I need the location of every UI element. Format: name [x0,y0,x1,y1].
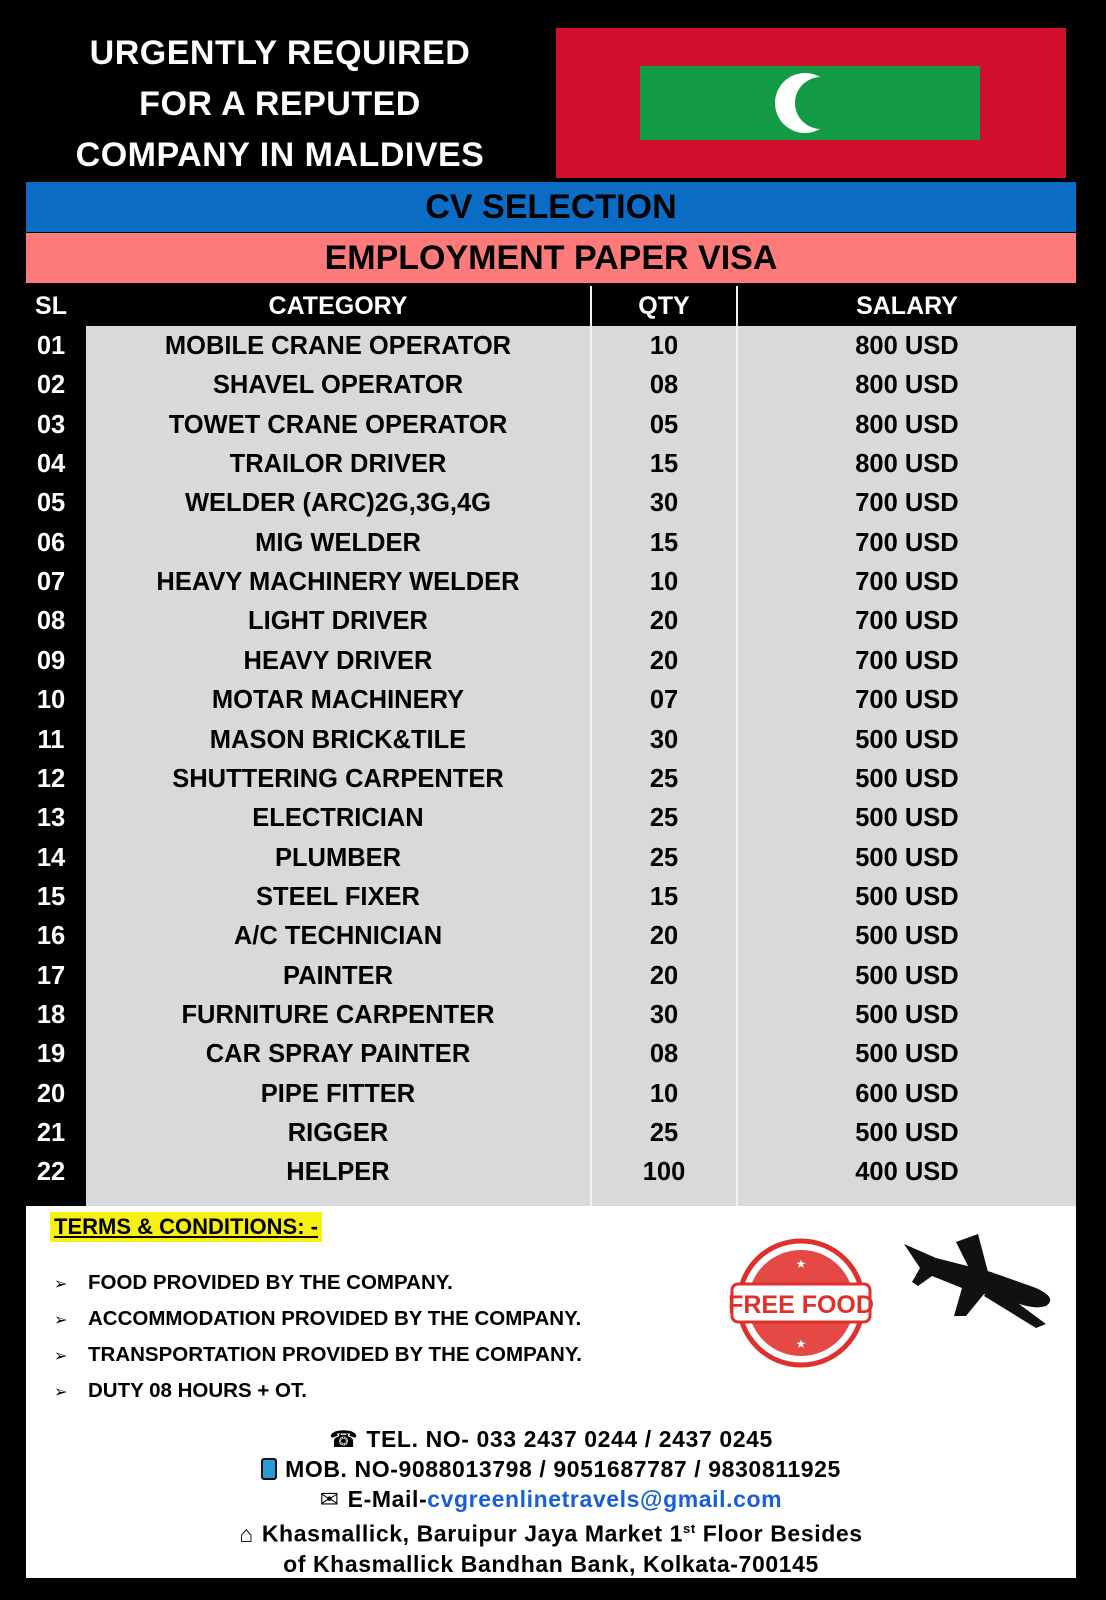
terms-item-text: TRANSPORTATION PROVIDED BY THE COMPANY. [88,1343,582,1366]
mob-text: MOB. NO-9088013798 / 9051687787 / 9830811925 [285,1456,841,1482]
row-qty: 07 [649,686,679,715]
table-row [26,759,1076,799]
row-sl: 20 [36,1079,66,1108]
header-sl: SL [35,292,67,320]
table-row [26,1152,1076,1192]
row-sl: 10 [36,686,66,715]
jobs-table [26,286,1076,1206]
white-crescent-icon [640,66,980,140]
flag-green-panel [640,66,980,140]
table-row [26,523,1076,563]
row-sl: 01 [36,332,66,360]
envelope-icon: ✉ [319,1486,340,1512]
row-qty: 05 [649,410,679,439]
row-salary: 700 USD [855,568,959,597]
row-qty: 25 [649,764,679,793]
row-qty: 100 [642,1158,686,1187]
row-qty: 25 [649,843,679,872]
row-sl: 16 [36,922,66,951]
tel-line [26,1424,1076,1454]
row-salary: 700 USD [855,528,959,557]
row-sl: 22 [36,1158,66,1187]
home-icon: ⌂ [239,1520,254,1547]
row-sl: 18 [36,1000,66,1029]
row-sl: 05 [36,489,66,518]
row-sl: 08 [36,607,66,636]
row-sl: 17 [36,961,66,990]
terms-list [54,1266,582,1410]
row-category: FURNITURE CARPENTER [181,1000,495,1029]
row-salary: 500 USD [855,804,959,833]
row-salary: 700 USD [855,686,959,715]
row-qty: 20 [649,961,679,990]
email-line [26,1484,1076,1514]
row-category: STEEL FIXER [256,882,420,911]
row-qty: 15 [649,450,679,479]
row-salary: 800 USD [855,450,959,479]
table-row [26,1034,1076,1074]
table-row [26,916,1076,956]
cv-selection-band: CV SELECTION [26,182,1076,232]
address-1a: Khasmallick, Baruipur Jaya Market 1 [261,1520,683,1547]
row-category: SHUTTERING CARPENTER [172,764,504,793]
header-category: CATEGORY [268,292,408,320]
table-row [26,326,1076,366]
row-category: PLUMBER [274,843,402,872]
row-qty: 10 [649,568,679,597]
row-qty: 30 [649,725,679,754]
airplane-icon [896,1224,1066,1334]
header-qty: QTY [638,292,690,320]
row-category: SHAVEL OPERATOR [212,371,464,400]
row-sl: 11 [37,725,65,754]
row-category: A/C TECHNICIAN [233,922,443,951]
arrow-bullet-icon: ➢ [54,1348,68,1365]
row-sl: 06 [36,528,66,557]
terms-item [54,1338,582,1374]
terms-item [54,1302,582,1338]
row-sl: 12 [36,764,66,793]
terms-item-text: DUTY 08 HOURS + OT. [88,1379,307,1402]
table-row [26,1074,1076,1114]
row-category: TOWET CRANE OPERATOR [168,410,508,439]
row-sl: 02 [36,371,66,400]
row-qty: 08 [649,1040,679,1069]
arrow-bullet-icon: ➢ [54,1384,68,1401]
row-sl: 09 [36,646,66,675]
header-salary: SALARY [856,292,958,320]
row-salary: 700 USD [855,607,959,636]
row-salary: 400 USD [855,1158,959,1187]
row-category: ELECTRICIAN [252,804,424,833]
headline [20,28,540,181]
row-qty: 20 [649,646,679,675]
row-salary: 700 USD [855,646,959,675]
table-row [26,562,1076,602]
row-salary: 800 USD [855,410,959,439]
contacts [26,1424,1076,1579]
row-salary: 500 USD [855,843,959,872]
row-sl: 15 [36,882,66,911]
row-category: PIPE FITTER [260,1079,416,1108]
terms-title: TERMS & CONDITIONS: - [50,1212,322,1242]
row-sl: 13 [36,804,66,833]
address-1b: Floor Besides [695,1520,863,1547]
address-line-2: of Khasmallick Bandhan Bank, Kolkata-700145 [283,1550,819,1577]
row-sl: 03 [36,410,66,439]
table-row [26,365,1076,405]
row-qty: 30 [649,489,679,518]
row-salary: 500 USD [855,764,959,793]
row-salary: 500 USD [855,882,959,911]
row-salary: 600 USD [855,1079,959,1108]
arrow-bullet-icon: ➢ [54,1276,68,1293]
table-row [26,995,1076,1035]
row-qty: 20 [649,922,679,951]
row-salary: 500 USD [855,922,959,951]
terms-item [54,1374,582,1410]
row-qty: 25 [649,1119,679,1147]
row-category: MOBILE CRANE OPERATOR [164,332,512,360]
row-qty: 15 [649,528,679,557]
row-category: HEAVY MACHINERY WELDER [156,568,520,597]
address-sup: st [682,1521,696,1536]
row-sl: 19 [36,1040,66,1069]
row-qty: 30 [649,1000,679,1029]
row-salary: 500 USD [855,1119,959,1147]
table-row [26,956,1076,996]
row-category: MIG WELDER [255,528,421,557]
table-row [26,641,1076,681]
table-row [26,483,1076,523]
mobile-icon [261,1458,277,1480]
row-salary: 800 USD [855,332,959,360]
row-category: HEAVY DRIVER [243,646,433,675]
table-row [26,405,1076,445]
row-qty: 08 [649,371,679,400]
stamp-star-icon: ★ [795,1257,807,1271]
phone-icon: ☎ [329,1426,359,1452]
row-salary: 500 USD [855,1040,959,1069]
headline-line-1: URGENTLY REQUIRED [89,34,471,72]
terms-item-text: FOOD PROVIDED BY THE COMPANY. [88,1271,453,1294]
row-salary: 700 USD [855,489,959,518]
row-qty: 20 [649,607,679,636]
row-qty: 10 [649,332,679,360]
stamp-star-icon: ★ [795,1337,807,1351]
terms-item [54,1266,582,1302]
tel-text: TEL. NO- 033 2437 0244 / 2437 0245 [366,1426,773,1452]
row-category: MOTAR MACHINERY [211,686,465,715]
address-line-1 [26,1514,1076,1549]
table-row [26,1113,1076,1153]
row-salary: 500 USD [855,1000,959,1029]
row-category: MASON BRICK&TILE [209,725,467,754]
row-qty: 25 [649,804,679,833]
row-category: LIGHT DRIVER [248,607,428,636]
row-sl: 07 [36,568,66,597]
stamp-text: FREE FOOD [728,1291,874,1319]
free-food-stamp [726,1238,876,1368]
visa-band: EMPLOYMENT PAPER VISA [26,233,1076,283]
footer-panel [26,1206,1076,1578]
row-salary: 800 USD [855,371,959,400]
table-row [26,798,1076,838]
row-category: HELPER [286,1158,390,1187]
email-label: E-Mail- [347,1486,428,1512]
row-category: CAR SPRAY PAINTER [205,1040,471,1069]
email-link[interactable]: cvgreenlinetravels@gmail.com [427,1486,783,1512]
table-row [26,877,1076,917]
table-row [26,680,1076,720]
terms-item-text: ACCOMMODATION PROVIDED BY THE COMPANY. [88,1307,582,1330]
headline-line-3: COMPANY IN MALDIVES [75,136,485,174]
row-sl: 21 [36,1119,66,1147]
headline-line-2: FOR A REPUTED [139,85,421,123]
row-sl: 14 [36,843,66,872]
row-category: PAINTER [282,961,394,990]
row-salary: 500 USD [855,961,959,990]
row-qty: 15 [649,882,679,911]
arrow-bullet-icon: ➢ [54,1312,68,1329]
row-category: RIGGER [287,1119,389,1147]
maldives-flag [556,28,1066,178]
row-salary: 500 USD [855,725,959,754]
table-row [26,838,1076,878]
table-row [26,444,1076,484]
row-qty: 10 [649,1079,679,1108]
row-sl: 04 [36,450,66,479]
table-row [26,601,1076,641]
table-row [26,720,1076,760]
mob-line [26,1454,1076,1484]
row-category: TRAILOR DRIVER [229,450,447,479]
row-category: WELDER (ARC)2G,3G,4G [184,489,492,518]
